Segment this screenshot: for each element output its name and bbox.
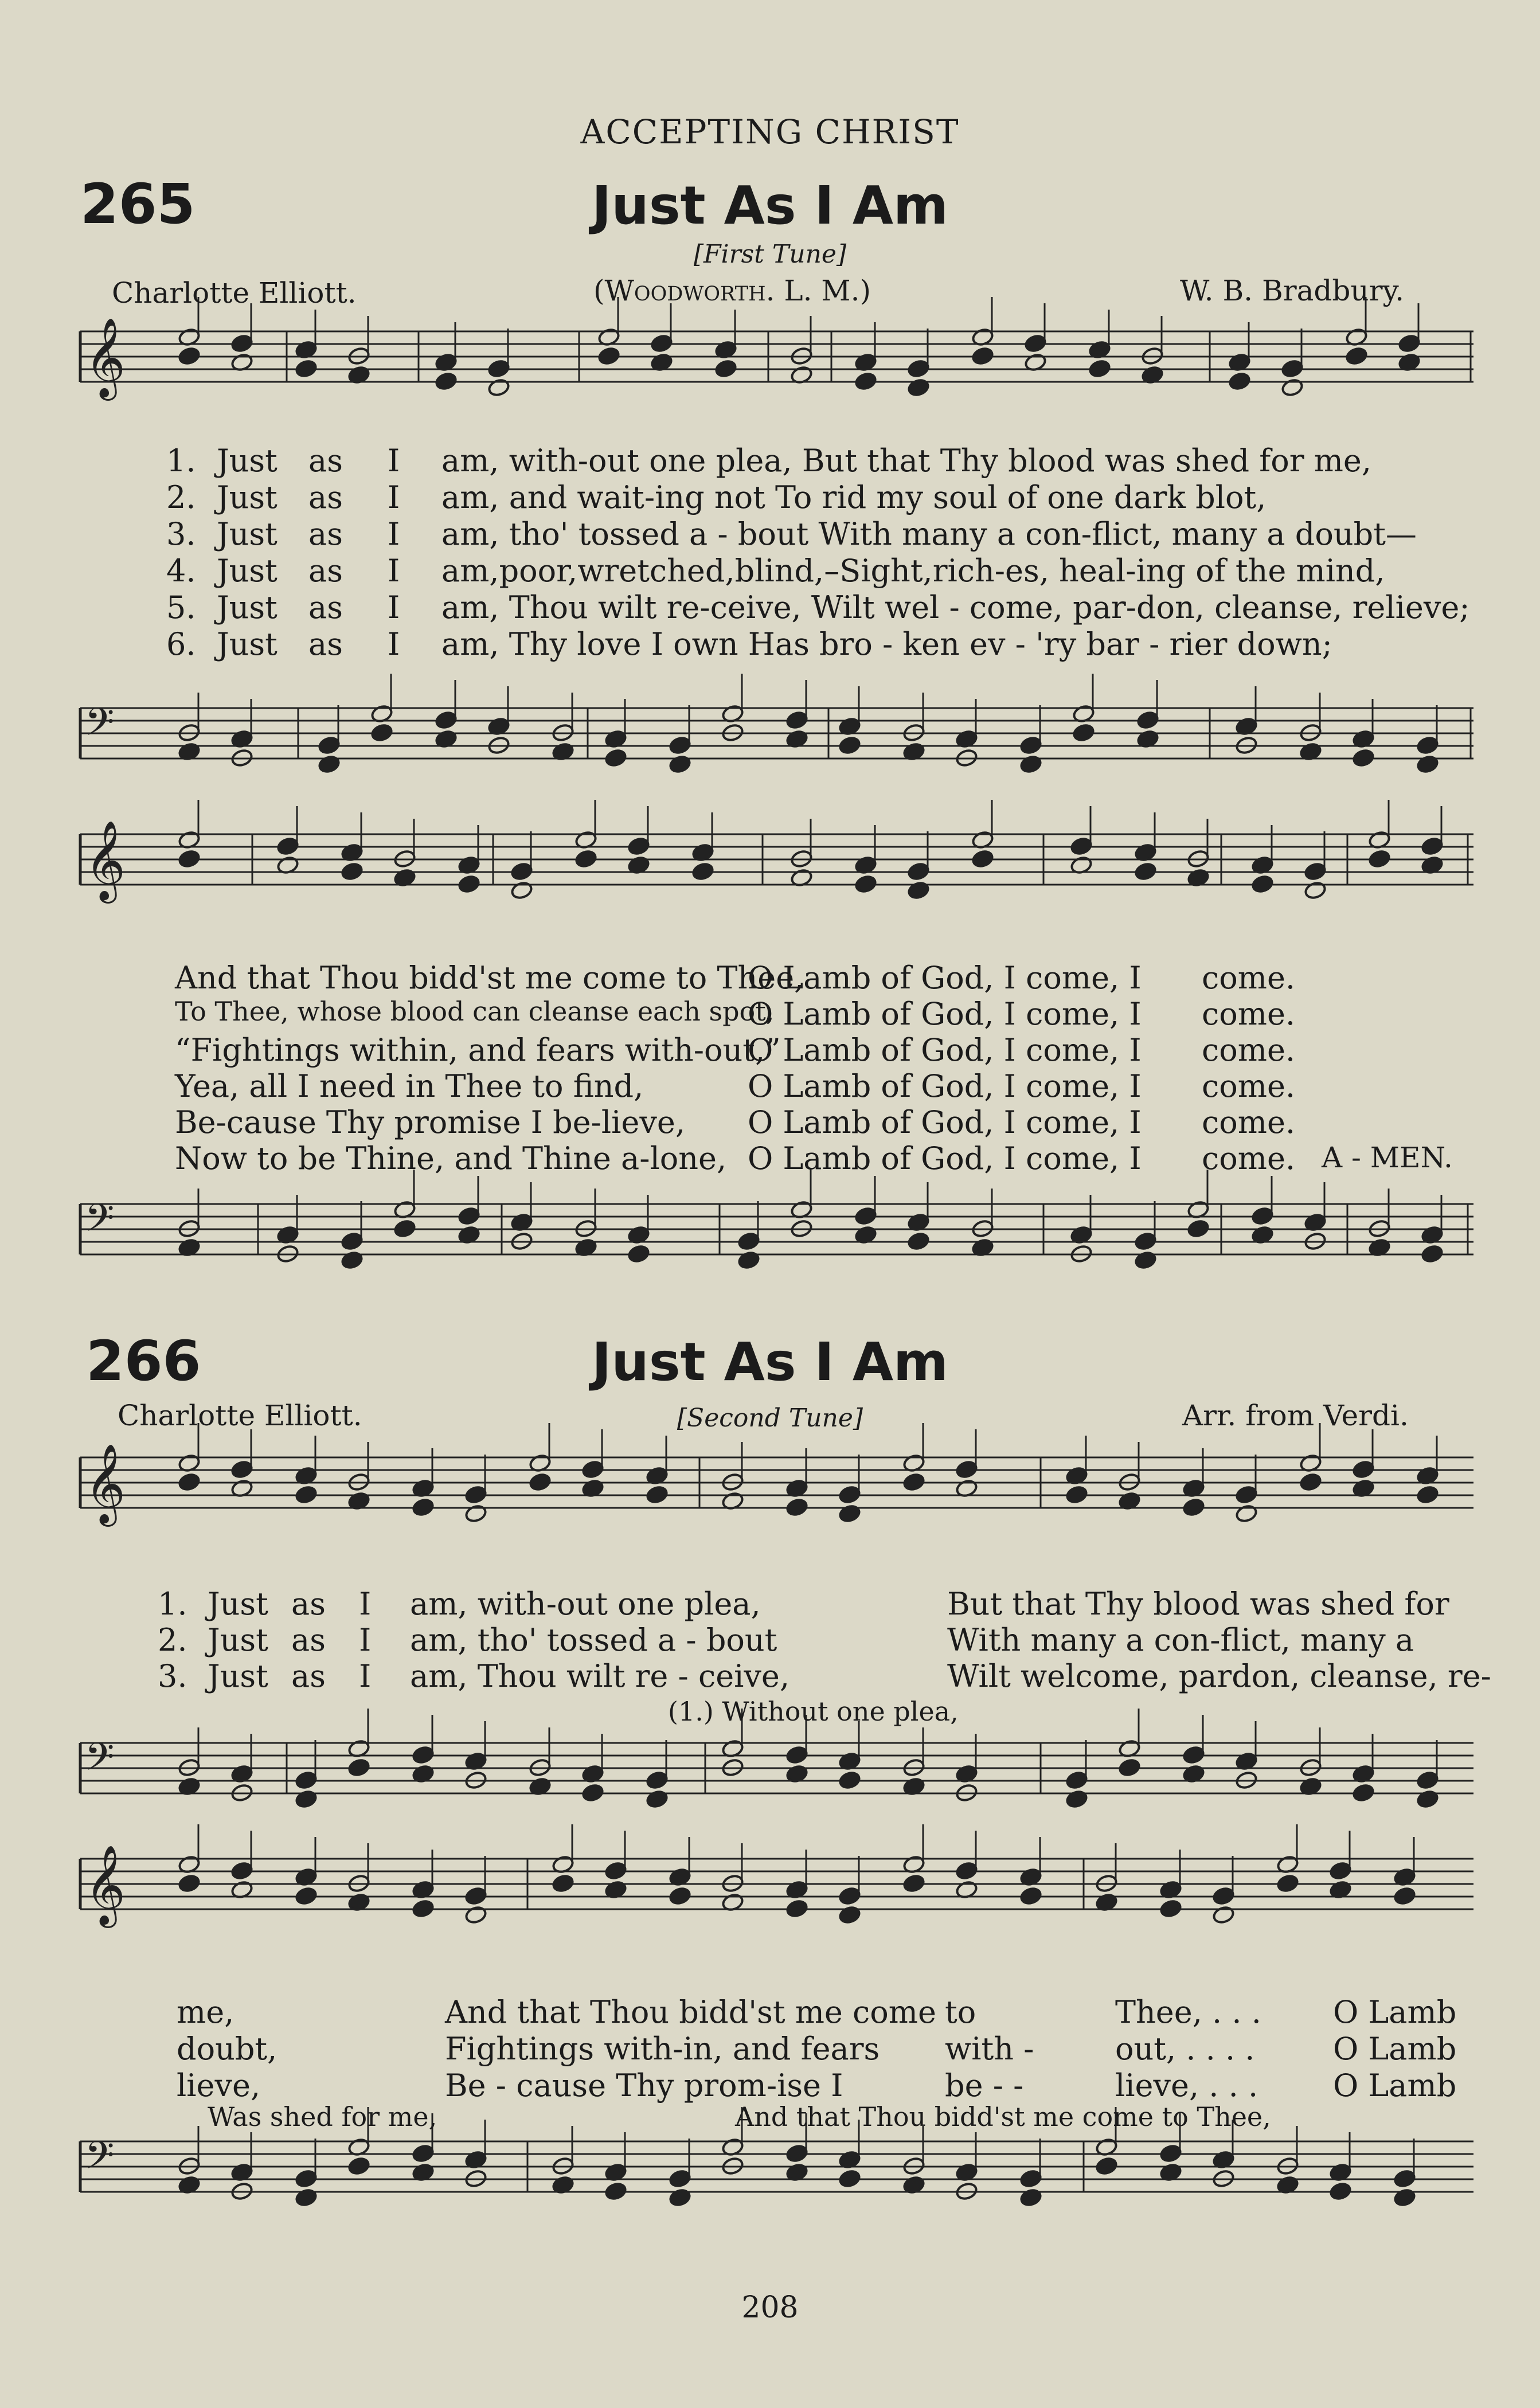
note-head [1212, 1886, 1235, 1906]
lyric-word: lieve, [177, 2067, 261, 2104]
hymn-number: 266 [86, 1329, 201, 1393]
note-head [581, 1783, 604, 1803]
treble-clef: 𝄞 [85, 1845, 126, 1925]
note-head [295, 1485, 318, 1504]
note-head [1136, 710, 1159, 730]
note-head [646, 1485, 669, 1504]
lyric-word: come. [1202, 1032, 1296, 1068]
note-head [907, 359, 930, 378]
note-head [1416, 1770, 1439, 1790]
lyric-word: as [308, 553, 343, 589]
verse-number: 2. [158, 1622, 187, 1658]
note-head [669, 1886, 691, 1906]
bass-clef: 𝄢 [85, 1196, 115, 1249]
verse-number: 1. [158, 1586, 187, 1622]
note-head [838, 736, 861, 755]
composer-credit: Arr. from Verdi. [1182, 1399, 1409, 1432]
lyric-line: O Lamb of God, I come, I [748, 1068, 1142, 1104]
note-head [1352, 748, 1375, 768]
treble-clef: 𝄞 [85, 318, 126, 397]
tune-note: [Second Tune] [677, 1404, 863, 1433]
verse-number: 6. [166, 626, 196, 662]
tune-name: (Woodworth. L. M.) [593, 274, 871, 307]
note-head [1416, 1789, 1439, 1809]
note-head [574, 849, 597, 869]
note-head [276, 836, 299, 856]
note-head [1182, 1498, 1205, 1517]
lyric-word: me, [177, 1994, 234, 2030]
lyric-word: Just [217, 553, 277, 589]
lyric-word: I [388, 516, 400, 552]
note-head [902, 1472, 925, 1492]
lyric-word: O Lamb [1333, 2031, 1457, 2067]
note-head [393, 1219, 416, 1238]
note-head [1416, 736, 1439, 755]
note-head [1095, 2156, 1118, 2176]
note-head [907, 862, 930, 881]
note-head [1416, 755, 1439, 774]
note-head [458, 874, 480, 894]
lyric-line: And that Thou bidd'st me come to Thee, [175, 960, 804, 996]
note-head [1019, 736, 1042, 755]
note-head [1352, 1460, 1375, 1479]
hymn-title: Just As I Am [592, 175, 948, 236]
treble-clef: 𝄞 [85, 1444, 126, 1523]
note-head [1019, 1886, 1042, 1906]
lyric-line: “Fightings within, and fears with-out,” [175, 1032, 781, 1068]
note-head [295, 359, 318, 378]
note-head [341, 862, 363, 881]
note-head [295, 1886, 318, 1906]
lyric-word: as [291, 1622, 326, 1658]
section-heading: ACCEPTING CHRIST [580, 112, 960, 151]
note-head [1299, 1472, 1322, 1492]
note-head [1019, 2169, 1042, 2188]
verse-number: 5. [166, 589, 196, 626]
note-head [971, 849, 994, 869]
note-head [1065, 1485, 1088, 1504]
bass-clef: 𝄢 [85, 700, 115, 753]
note-head [785, 1498, 808, 1517]
lyric-word: as [308, 516, 343, 552]
note-head [1134, 862, 1157, 881]
lyric-line: O Lamb of God, I come, I [748, 1104, 1142, 1140]
note-head [1398, 334, 1421, 353]
note-head [1251, 874, 1274, 894]
note-head [1393, 2169, 1416, 2188]
lyric-word: Just [217, 443, 277, 479]
lyric-word: come. [1202, 1068, 1296, 1104]
note-head [435, 710, 458, 730]
lyric-word: O Lamb [1333, 1994, 1457, 2030]
amen-label: A - MEN. [1322, 1141, 1453, 1174]
note-head [785, 2144, 808, 2163]
note-head [1235, 1485, 1258, 1504]
note-head [318, 755, 341, 774]
lyric-word: Just [208, 1622, 268, 1658]
note-head [597, 346, 620, 366]
lyric-word: Just [217, 479, 277, 515]
note-head [1416, 1485, 1439, 1504]
lyric-line: am, Thou wilt re - ceive, [410, 1658, 790, 1694]
note-head [646, 1770, 669, 1790]
lyric-word: I [388, 443, 400, 479]
note-head [295, 1789, 318, 1809]
lyric-word: Just [208, 1586, 268, 1622]
verse-number: 1. [166, 443, 196, 479]
lyric-line: am, with-out one plea, But that Thy blood was shed for me, [441, 443, 1372, 479]
bass-cue: Was shed for me, [208, 2101, 437, 2132]
note-head [487, 378, 510, 397]
note-head [785, 1899, 808, 1918]
note-head [1182, 1745, 1205, 1765]
note-head [178, 849, 201, 869]
note-head [295, 2188, 318, 2207]
lyric-word: out, . . . . [1115, 2031, 1255, 2067]
note-head [464, 1886, 487, 1906]
note-head [1251, 1206, 1274, 1226]
note-head [714, 359, 737, 378]
note-head [1134, 1250, 1157, 1270]
note-head [1304, 862, 1327, 881]
verse-number: 3. [166, 516, 196, 552]
lyric-word: I [388, 479, 400, 515]
note-head [1072, 723, 1095, 742]
lyric-word: Just [217, 626, 277, 662]
note-head [1352, 1783, 1375, 1803]
lyric-word: doubt, [177, 2031, 277, 2067]
lyric-word: be - - [945, 2067, 1024, 2104]
lyric-line: Now to be Thine, and Thine a-lone, [175, 1140, 727, 1176]
lyric-word: Thee, . . . [1115, 1994, 1261, 2030]
lyric-line: Yea, all I need in Thee to find, [175, 1068, 644, 1104]
note-head [510, 881, 533, 900]
lyric-word: I [388, 553, 400, 589]
lyric-word: as [308, 443, 343, 479]
note-head [838, 1886, 861, 1906]
note-head [627, 836, 650, 856]
lyric-word: come. [1202, 1140, 1296, 1176]
note-head [464, 1485, 487, 1504]
composer-credit: W. B. Bradbury. [1180, 274, 1405, 307]
note-head [1345, 346, 1368, 366]
lyric-line: O Lamb of God, I come, I [748, 1032, 1142, 1068]
lyric-word: as [308, 479, 343, 515]
note-head [1118, 1758, 1141, 1777]
note-head [295, 1770, 318, 1790]
note-head [178, 1874, 201, 1893]
verse-number: 4. [166, 553, 196, 589]
lyric-word: O Lamb [1333, 2067, 1457, 2104]
note-head [370, 723, 393, 742]
tune-note: [First Tune] [693, 240, 847, 269]
note-head [464, 1504, 487, 1523]
note-head [785, 1745, 808, 1765]
note-head [971, 346, 994, 366]
note-head [1421, 836, 1444, 856]
note-head [178, 346, 201, 366]
lyric-line: To Thee, whose blood can cleanse each spot, [175, 996, 775, 1027]
note-head [1393, 2188, 1416, 2207]
lyric-word: to [945, 1994, 976, 2030]
lyric-word: come. [1202, 1104, 1296, 1140]
note-head [1281, 378, 1304, 397]
note-head [1329, 2182, 1352, 2201]
note-head [1019, 2188, 1042, 2207]
lyric-line: am, tho' tossed a - bout With many a con-flict, many a doubt— [441, 516, 1417, 552]
note-head [955, 1460, 978, 1479]
lyric-line: Wilt welcome, pardon, cleanse, re- [947, 1658, 1491, 1694]
lyric-line: And that Thou bidd'st me come [445, 1994, 936, 2030]
note-head [854, 1206, 877, 1226]
note-head [1088, 359, 1111, 378]
note-head [838, 1770, 861, 1790]
lyric-word: with - [945, 2031, 1034, 2067]
lyric-line: am,poor,wretched,blind,–Sight,rich-es, heal-ing of the mind, [441, 553, 1385, 589]
hymn-title: Just As I Am [592, 1331, 948, 1393]
note-head [838, 1905, 861, 1925]
note-head [552, 1874, 574, 1893]
note-head [785, 710, 808, 730]
note-head [412, 1745, 435, 1765]
note-head [1019, 755, 1042, 774]
note-head [604, 748, 627, 768]
treble-clef: 𝄞 [85, 820, 126, 900]
bass-cue: (1.) Without one plea, [668, 1696, 959, 1727]
lyric-line: am, with-out one plea, [410, 1586, 761, 1622]
note-head [1235, 1504, 1258, 1523]
note-head [1393, 1886, 1416, 1906]
lyric-line: With many a con-flict, many a [947, 1622, 1414, 1658]
note-head [1212, 1905, 1235, 1925]
lyric-word: as [308, 589, 343, 626]
note-head [669, 755, 691, 774]
note-head [487, 359, 510, 378]
note-head [838, 2169, 861, 2188]
note-head [529, 1472, 552, 1492]
note-head [737, 1250, 760, 1270]
note-head [737, 1232, 760, 1251]
note-head [230, 1460, 253, 1479]
lyric-word: Just [217, 589, 277, 626]
lyric-word: as [308, 626, 343, 662]
note-head [230, 1861, 253, 1881]
lyric-word: I [388, 589, 400, 626]
lyric-line: am, Thou wilt re-ceive, Wilt wel - come, par-don, cleanse, relieve; [441, 589, 1470, 626]
note-head [1134, 1232, 1157, 1251]
note-head [854, 372, 877, 391]
note-head [604, 2182, 627, 2201]
note-head [646, 1789, 669, 1809]
bass-clef: 𝄢 [85, 1735, 115, 1788]
note-head [604, 1861, 627, 1881]
verse-number: 2. [166, 479, 196, 515]
note-head [1228, 372, 1251, 391]
note-head [318, 736, 341, 755]
note-head [691, 862, 714, 881]
lyric-word: lieve, . . . [1115, 2067, 1258, 2104]
note-head [669, 736, 691, 755]
note-head [1329, 1861, 1352, 1881]
bass-cue: And that Thou bidd'st me come to Thee, [735, 2101, 1271, 2132]
bass-clef: 𝄢 [85, 2133, 115, 2187]
note-head [412, 1498, 435, 1517]
note-head [669, 2169, 691, 2188]
lyric-word: as [291, 1658, 326, 1694]
note-head [838, 1504, 861, 1523]
note-head [1368, 849, 1391, 869]
note-head [230, 334, 253, 353]
note-head [854, 874, 877, 894]
note-head [347, 2156, 370, 2176]
note-head [1065, 1770, 1088, 1790]
lyric-word: come. [1202, 996, 1296, 1032]
note-head [1024, 334, 1047, 353]
note-head [581, 1460, 604, 1479]
note-head [1281, 359, 1304, 378]
note-head [178, 1472, 201, 1492]
lyric-word: come. [1202, 960, 1296, 996]
note-head [1421, 1244, 1444, 1264]
page-number: 208 [741, 2290, 799, 2325]
lyric-word: as [291, 1586, 326, 1622]
note-head [464, 1905, 487, 1925]
note-head [902, 1874, 925, 1893]
note-head [1070, 836, 1093, 856]
lyric-line: O Lamb of God, I come, I [748, 1140, 1142, 1176]
note-head [458, 1206, 480, 1226]
note-head [412, 2144, 435, 2163]
lyric-line: Be - cause Thy prom-ise I [445, 2067, 843, 2104]
note-head [510, 862, 533, 881]
lyric-line: O Lamb of God, I come, I [748, 960, 1142, 996]
note-head [907, 1232, 930, 1251]
note-head [1065, 1789, 1088, 1809]
hymn-number: 265 [80, 172, 196, 236]
note-head [1187, 1219, 1210, 1238]
note-head [341, 1250, 363, 1270]
lyric-word: Just [217, 516, 277, 552]
lyric-line: Fightings with-in, and fears [445, 2031, 880, 2067]
note-head [341, 1232, 363, 1251]
verse-number: 3. [158, 1658, 187, 1694]
note-head [907, 378, 930, 397]
note-head [1159, 1899, 1182, 1918]
note-head [838, 1485, 861, 1504]
note-head [650, 334, 673, 353]
lyric-word: I [388, 626, 400, 662]
note-head [669, 2188, 691, 2207]
note-head [1304, 881, 1327, 900]
lyric-line: O Lamb of God, I come, I [748, 996, 1142, 1032]
lyric-word: I [359, 1586, 372, 1622]
note-head [907, 881, 930, 900]
lyric-line: am, and wait-ing not To rid my soul of one dark blot, [441, 479, 1267, 515]
note-head [627, 1244, 650, 1264]
lyric-word: I [359, 1658, 372, 1694]
note-head [412, 1899, 435, 1918]
lyric-line: But that Thy blood was shed for [947, 1586, 1449, 1622]
note-head [955, 1861, 978, 1881]
lyric-line: am, tho' tossed a - bout [410, 1622, 777, 1658]
note-head [435, 372, 458, 391]
lyric-line: am, Thy love I own Has bro - ken ev - 'ry bar - rier down; [441, 626, 1332, 662]
author-credit: Charlotte Elliott. [118, 1399, 362, 1432]
author-credit: Charlotte Elliott. [112, 276, 357, 310]
lyric-word: Just [208, 1658, 268, 1694]
note-head [295, 2169, 318, 2188]
note-head [1276, 1874, 1299, 1893]
lyric-word: I [359, 1622, 372, 1658]
lyric-line: Be-cause Thy promise I be-lieve, [175, 1104, 685, 1140]
note-head [347, 1758, 370, 1777]
note-head [1159, 2144, 1182, 2163]
